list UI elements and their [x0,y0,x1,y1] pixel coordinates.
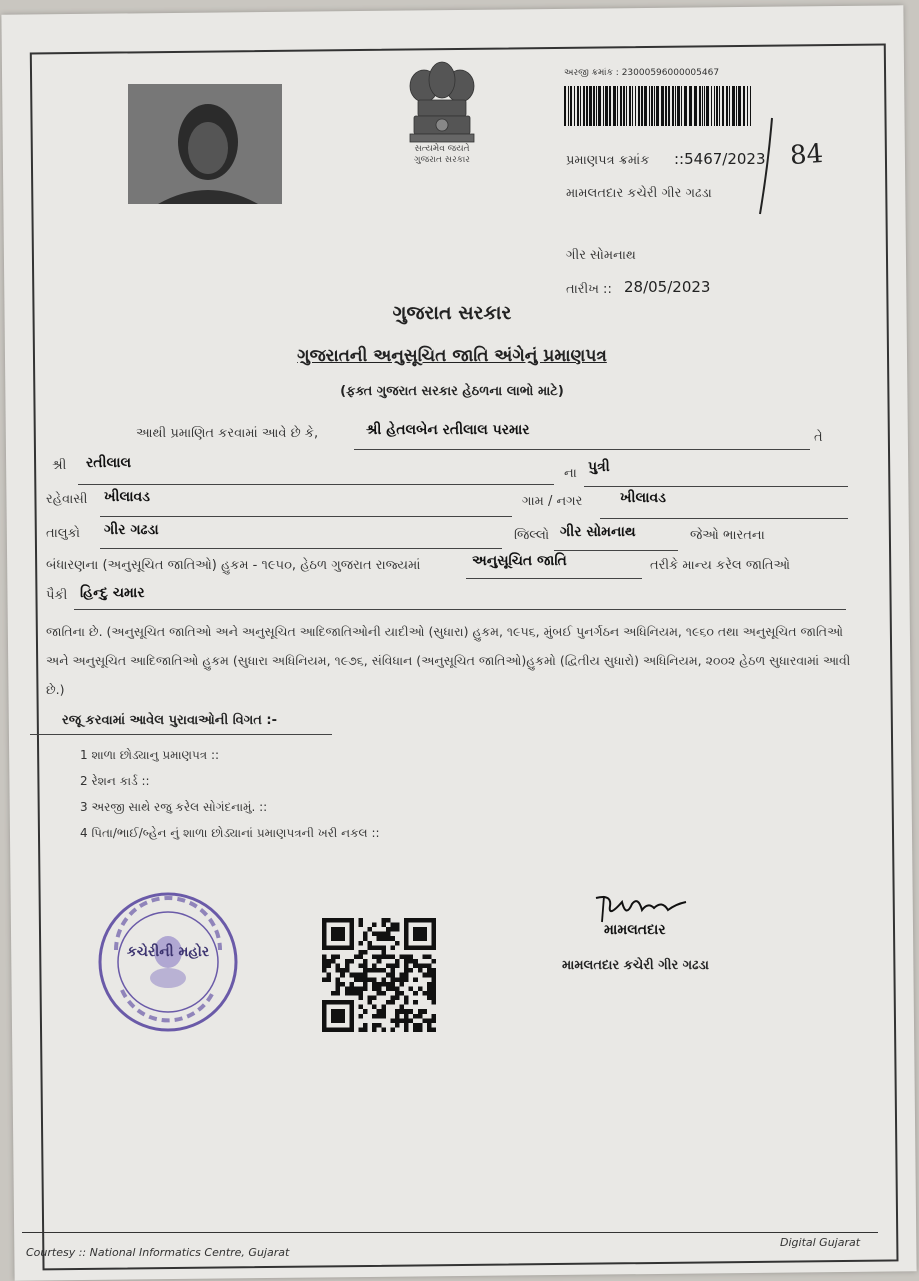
underline [584,486,848,487]
te-text: તે [814,430,823,445]
certificate-title: ગુજરાતની અનુસૂચિત જાતિ અંગેનું પ્રમાણપત્ર [297,346,607,366]
underline [78,484,554,485]
footer-digital-gujarat: Digital Gujarat [780,1236,861,1249]
underline [600,518,848,519]
shri-label: શ્રી [52,458,67,473]
na-label: ના [564,466,577,481]
village-label: ગામ / નગર [522,494,583,509]
recognized-text: તરીકે માન્ય કરેલ જાતિઓ [650,558,791,573]
evidence-heading: રજૂ કરવામાં આવેલ પુરાવાઓની વિગત :- [62,713,277,728]
seal-center-text: કચેરીની મહોર [126,944,210,960]
constitution-text: બંધારણના (અનુસૂચિત જાતિઓ) હુકમ - ૧૯૫૦, હેઠળ ગુજરાત રાજ્યમાં [46,558,421,573]
caste-value: હિન્દુ ચમાર [80,585,145,601]
resident-label: રહેવાસી [46,492,88,507]
india-text: જેઓ ભારતના [690,528,765,543]
signatory-office: મામલતદાર કચેરી ગીર ગઢડા [562,958,709,973]
emblem-caption-line1: સત્યમેવ જયતે [414,144,470,154]
relation: પુત્રી [588,459,610,475]
taluka-value: ગીર ગઢડા [104,522,159,538]
qr-code-icon [322,918,436,1032]
underline [466,578,642,579]
resident-value: ખીલાવડ [104,489,150,505]
applicant-name: શ્રી હેતલબેન રતીલાલ પરમાર [366,422,530,438]
applicant-photo [128,84,282,204]
handwritten-number: 84 [788,138,825,172]
underline [100,548,502,549]
emblem-caption [396,144,488,166]
certificate-number: ::5467/2023 [674,150,766,168]
application-number: અરજી ક્રમાંક : 23000596000005467 [564,68,720,78]
district-value: ગીર સોમનાથ [560,524,636,540]
underline [554,550,678,551]
office-name: મામલતદાર કચેરી ગીર ગઢડા [566,186,712,201]
footer-courtesy: Courtesy :: National Informatics Centre, Gujarat [26,1246,290,1259]
taluka-label: તાલુકો [46,526,81,541]
issue-date: 28/05/2023 [624,278,711,296]
village-value: ખીલાવડ [620,490,666,506]
category-value: અનુસૂચિત જાતિ [472,553,567,569]
underline [30,734,332,735]
underline [354,449,810,450]
certify-text: આથી પ્રમાણિત કરવામાં આવે છે કે, [136,426,319,441]
evidence-item: 4 પિતા/ભાઈ/બ્હેન નું શાળા છોડ્યાનાં પ્રમાણપત્રની ખરી નકલ :: [80,826,380,840]
underline [74,609,846,610]
certificate-subtitle: (ફક્ત ગુજરાત સરકાર હેઠળના લાભો માટે) [340,384,564,399]
date-label: તારીખ :: [566,282,612,297]
office-seal-icon [96,890,240,1034]
handwritten-slash [756,116,776,216]
signature-icon [592,892,688,926]
signatory-designation: મામલતદાર [604,922,666,938]
government-title: ગુજરાત સરકાર [392,302,512,324]
evidence-item: 2 રેશન કાર્ડ :: [80,774,150,788]
district-name: ગીર સોમનાથ [566,248,636,263]
certificate-number-label: પ્રમાણપત્ર ક્રમાંક [566,153,650,168]
barcode-icon [564,86,754,126]
evidence-item: 3 અરજી સાથે રજુ કરેલ સોગંદનામું. :: [80,800,268,814]
emblem-caption-line2: ગુજરાત સરકાર [414,155,470,165]
footer-divider [22,1232,878,1233]
father-name: રતીલાલ [86,455,132,471]
among-label: પૈકી [46,588,68,603]
legal-paragraph: જાતિના છે. (અનુસૂચિત જાતિઓ અને અનુસૂચિત આદિજાતિઓની યાદીઓ (સુધારા) હુકમ, ૧૯૫૬, મુંબઈ પુનર્ગઠન અધિનિયમ, ૧૯૬૦ તથા અનુસૂચિત જાતિઓ અને અનુસૂચિત આદિજાતિઓ હુકમ (સુધારા અધિનિયમ, ૧૯૭૬, સંવિધાન (અનુસૂચિત જાતિઓ)હુકમો (દ્વિતીય સુધારો) અધિનિયમ, ૨૦૦૨ હેઠળ સુધારવામાં આવી છે.) [46,624,851,697]
evidence-item: 1 શાળા છોડ્યાનુ પ્રમાણપત્ર :: [80,748,220,762]
district-label: જિલ્લો [514,528,550,543]
underline [100,516,512,517]
